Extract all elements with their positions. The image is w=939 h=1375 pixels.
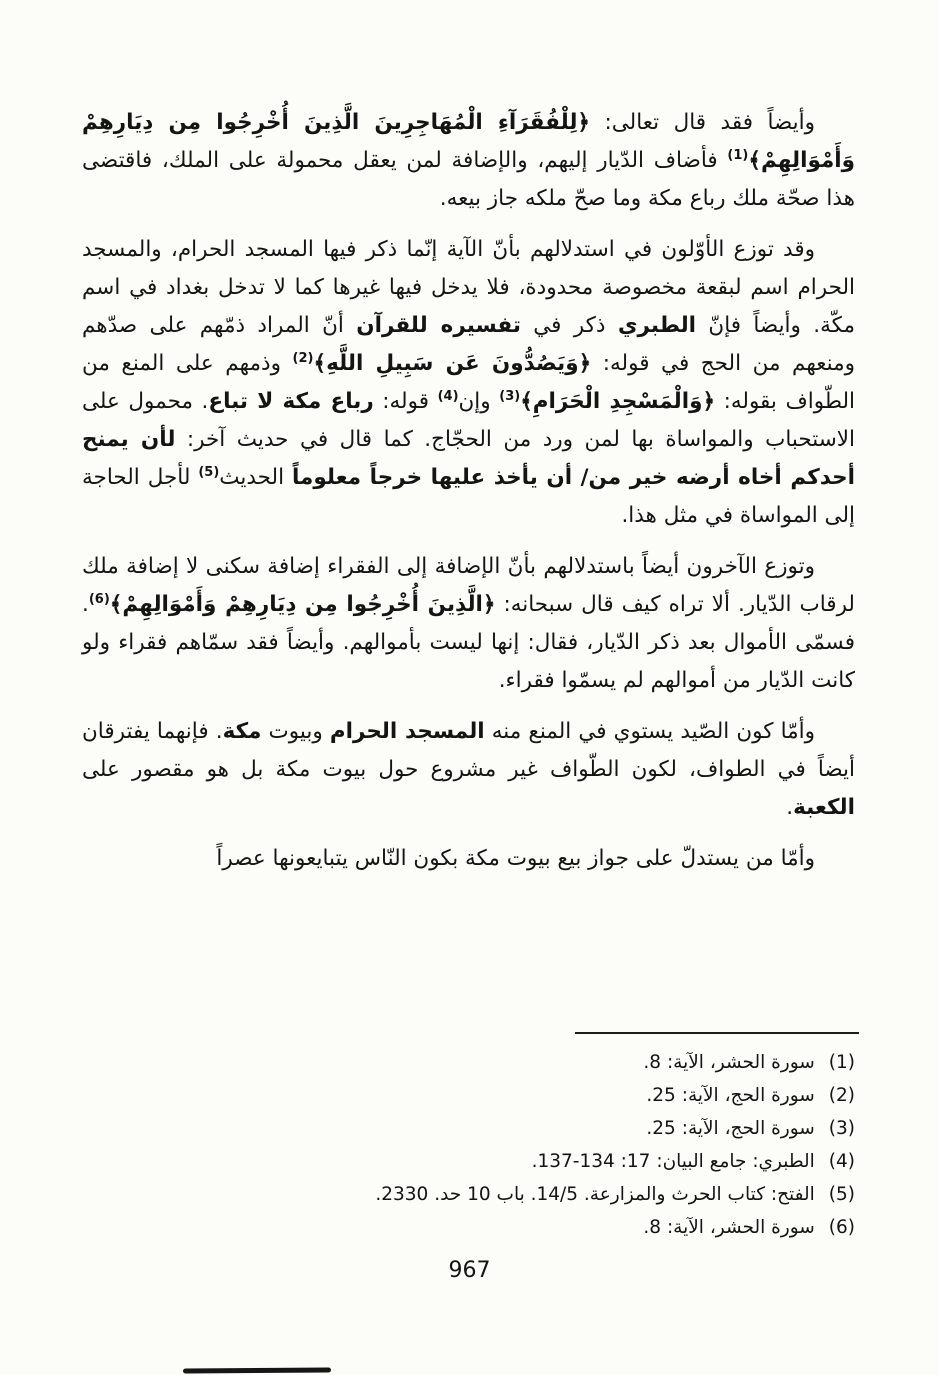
emphasis-text: رباع مكة لا تباع <box>208 389 374 414</box>
text-run: وتوزع الآخرون أيضاً باستدلالهم بأنّ الإضافة إلى الفقراء إضافة سكنى لا إضافة ملك لرقاب الدّيار. ألا تراه كيف قال سبحانه: <box>82 554 855 617</box>
footnote-ref: (2) <box>292 350 314 366</box>
footnote-item <box>84 1211 855 1244</box>
text-run: . فسمّى الأموال بعد ذكر الدّيار، فقال: إنها ليست بأموالهم. وأيضاً فقد سمّاهم فقراء ولو كانت الدّيار من أموالهم لم يسمّوا فقراء. <box>82 592 855 693</box>
footnote-marker: (1) <box>828 1052 855 1073</box>
footnote-text: الفتح: كتاب الحرث والمزارعة. 14/5. باب 10 حد. 2330. <box>375 1184 815 1205</box>
text-run: قوله: <box>373 389 438 414</box>
footnotes <box>84 1046 855 1244</box>
text-run: وإن <box>458 389 500 414</box>
footnote-ref: (5) <box>198 464 220 480</box>
quran-quote: ﴿وَالْمَسْجِدِ الْحَرَامِ﴾ <box>520 389 716 414</box>
text-run: وبيوت <box>261 719 330 744</box>
footnote-item <box>84 1046 855 1079</box>
footnote-marker: (5) <box>828 1184 855 1205</box>
paragraph <box>82 231 855 535</box>
page-number: 967 <box>448 1258 491 1283</box>
text-run: وأمّا من يستدلّ على جواز بيع بيوت مكة بكون النّاس يتبايعونها عصراً <box>216 846 815 871</box>
text-run: وأمّا كون الصّيد يستوي في المنع منه <box>484 719 815 744</box>
quran-quote: ﴿لِلْفُقَرَآءِ الْمُهَاجِرِينَ الَّذِينَ أُخْرِجُوا مِن دِيَارِهِمْ وَأَمْوَالِهِمْ﴾ <box>82 110 855 173</box>
emphasis-text: المسجد الحرام <box>329 719 485 744</box>
paragraph <box>82 840 855 878</box>
footnote-marker: (3) <box>828 1118 855 1139</box>
body-text <box>82 104 855 891</box>
footnote-marker: (6) <box>828 1217 855 1238</box>
quran-quote: ﴿وَيَصُدُّونَ عَن سَبِيلِ اللَّهِ﴾ <box>313 351 592 376</box>
text-run: الحديث <box>219 465 292 490</box>
footnote-separator <box>575 1032 859 1034</box>
paragraph <box>82 548 855 700</box>
text-run: أنّ المراد ذمّهم على صدّهم ومنعهم من الحج في قوله: <box>82 313 856 376</box>
footnote-item <box>84 1178 855 1211</box>
footnote-text: سورة الحشر، الآية: 8. <box>643 1217 815 1238</box>
text-run: وأيضاً فقد قال تعالى: <box>590 110 815 135</box>
footnote-ref: (6) <box>88 591 110 607</box>
text-run: فأضاف الدّيار إليهم، والإضافة لمن يعقل محمولة على الملك، فاقتضى هذا صحّة ملك رباع مكة وما صحّ ملكه جاز بيعه. <box>82 148 855 211</box>
text-run: ذكر في <box>520 313 618 338</box>
text-run: . <box>786 795 794 820</box>
footnote-text: الطبري: جامع البيان: 17: 134-137. <box>531 1151 815 1172</box>
emphasis-text: الكعبة <box>793 795 855 820</box>
text-run: وقد توزع الأوّلون في استدلالهم بأنّ الآية إنّما ذكر فيها المسجد الحرام، والمسجد الحرام اسم لبقعة مخصوصة محدودة، فلا يدخل فيها غيرها كما لا تدخل بغداد في اسم مكّة. وأيضاً فإنّ <box>82 237 855 338</box>
footnote-ref: (3) <box>499 388 521 404</box>
footnote-marker: (2) <box>828 1085 855 1106</box>
emphasis-text: الطبري <box>617 313 697 338</box>
footnote-item <box>84 1145 855 1178</box>
footnote-ref: (1) <box>727 147 749 163</box>
text-run: وذمهم على المنع من الطّواف بقوله: <box>82 351 856 414</box>
paragraph <box>82 713 855 827</box>
footnote-text: سورة الحج، الآية: 25. <box>646 1085 815 1106</box>
footnote-item <box>84 1079 855 1112</box>
text-run: . محمول على الاستحباب والمواساة بها لمن ورد من الحجّاج. كما قال في حديث آخر: <box>82 389 855 452</box>
emphasis-text: مكة <box>222 719 262 744</box>
emphasis-text: تفسيره للقرآن <box>356 313 521 338</box>
scan-artifact <box>183 1367 331 1373</box>
footnote-text: سورة الحشر، الآية: 8. <box>643 1052 815 1073</box>
quran-quote: ﴿الَّذِينَ أُخْرِجُوا مِن دِيَارِهِمْ وَأَمْوَالِهِمْ﴾ <box>109 592 496 617</box>
text-run: . فإنهما يفترقان أيضاً في الطواف، لكون الطّواف غير مشروع حول بيوت مكة بل هو مقصور على <box>82 719 855 782</box>
footnote-text: سورة الحج، الآية: 25. <box>646 1118 815 1139</box>
emphasis-text: لأن يمنح أحدكم أخاه أرضه خير من/ أن يأخذ عليها خرجاً معلوماً <box>82 427 855 490</box>
footnote-marker: (4) <box>828 1151 855 1172</box>
paragraph <box>82 104 855 218</box>
text-run: لأجل الحاجة إلى المواساة في مثل هذا. <box>82 465 855 528</box>
footnote-ref: (4) <box>437 388 459 404</box>
footnote-item <box>84 1112 855 1145</box>
